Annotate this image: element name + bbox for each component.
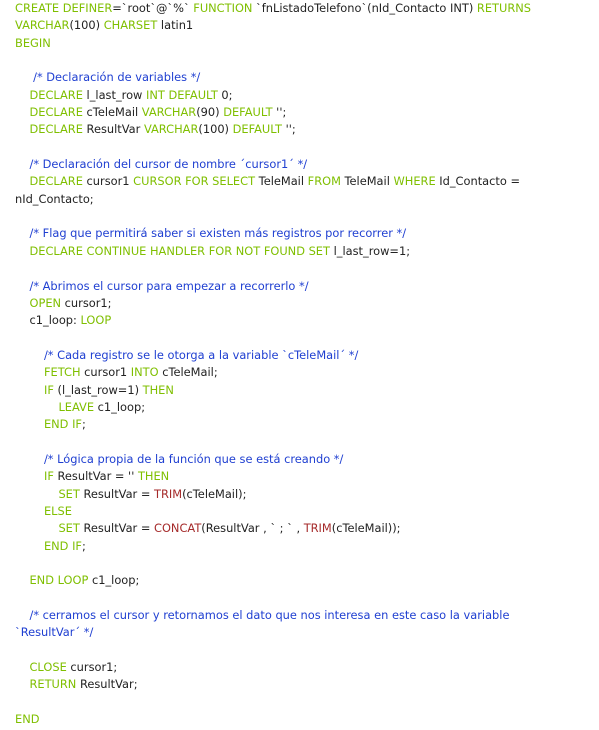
code-keyword: VARCHAR [15, 18, 70, 33]
code-text: ''; [272, 105, 287, 120]
code-keyword: CREATE DEFINER [15, 1, 113, 15]
code-line [15, 659, 599, 676]
code-keyword: RETURN [15, 677, 77, 692]
code-line [15, 312, 599, 329]
code-keyword: THEN [137, 469, 170, 484]
code-line [15, 711, 599, 728]
code-text: `fnListadoTelefono`(nId_Contacto INT) [252, 1, 477, 15]
code-line [15, 347, 599, 364]
code-keyword: CLOSE [15, 660, 67, 675]
code-text: cursor1; [61, 295, 112, 310]
code-line [15, 451, 599, 468]
code-text: ''; [281, 122, 296, 137]
code-line [15, 121, 599, 138]
code-keyword: VARCHAR [143, 122, 199, 137]
code-line [15, 0, 599, 17]
code-line [15, 503, 599, 520]
code-line [15, 382, 599, 399]
code-line [15, 87, 599, 104]
code-line [15, 538, 599, 555]
code-line [15, 35, 599, 52]
code-line [15, 520, 599, 537]
code-line [15, 416, 599, 433]
code-text: =`root`@`%` [112, 1, 194, 15]
code-text: cursor1 [80, 365, 131, 380]
code-line [15, 173, 599, 190]
code-text: Id_Contacto = [435, 174, 520, 189]
code-keyword: FETCH [15, 365, 81, 380]
code-line [15, 17, 599, 34]
code-keyword: END IF [15, 538, 82, 553]
code-text: cTeleMail; [158, 365, 218, 380]
code-comment: /* Cada registro se le otorga a la variable `cTeleMail´ */ [15, 347, 359, 362]
code-line [15, 555, 599, 572]
code-line [15, 572, 599, 589]
code-text: l_last_row=1; [329, 243, 411, 258]
code-text: ResultVar = '' [53, 469, 138, 484]
code-text: (cTeleMail)); [331, 521, 401, 536]
code-text: latin1 [157, 18, 194, 33]
code-keyword: FUNCTION [193, 1, 253, 15]
code-keyword: IF [15, 382, 54, 397]
code-comment: /* Declaración del cursor de nombre ´cursor1´ */ [15, 157, 308, 172]
code-text: TeleMail [255, 174, 308, 189]
code-comment: /* cerramos el cursor y retornamos el dato que nos interesa en este caso la variable [15, 608, 510, 623]
code-text: c1_loop; [88, 573, 140, 588]
code-line [15, 607, 599, 624]
code-line [15, 52, 599, 69]
code-line [15, 295, 599, 312]
code-text: l_last_row [82, 87, 146, 102]
code-text: ResultVar [82, 122, 144, 137]
code-line [15, 225, 599, 242]
code-text: TeleMail [340, 174, 394, 189]
code-text: ; [82, 538, 86, 553]
code-line [15, 208, 599, 225]
code-text: ResultVar; [76, 677, 138, 692]
code-line [15, 278, 599, 295]
code-line [15, 434, 599, 451]
code-line [15, 139, 599, 156]
code-keyword: RETURNS [476, 1, 531, 15]
code-keyword: DECLARE [15, 105, 83, 120]
code-keyword: LOOP [80, 313, 112, 328]
code-line [15, 624, 599, 641]
code-keyword: CURSOR FOR SELECT [133, 174, 256, 189]
code-line [15, 156, 599, 173]
code-keyword: THEN [142, 382, 174, 397]
code-keyword: DEFAULT [232, 122, 282, 137]
code-text: (90) [196, 105, 224, 120]
code-line [15, 642, 599, 659]
code-keyword: BEGIN [15, 35, 51, 50]
code-keyword: SET [15, 521, 80, 536]
code-keyword: END [15, 712, 40, 727]
code-line [15, 191, 599, 208]
code-text: ResultVar = [79, 486, 155, 501]
code-text: (cTeleMail); [182, 486, 247, 501]
code-text: (l_last_row=1) [53, 382, 143, 397]
code-comment: /* Declaración de variables */ [15, 70, 201, 85]
code-keyword: DECLARE [15, 87, 83, 102]
code-line [15, 260, 599, 277]
code-keyword: LEAVE [15, 399, 95, 414]
code-keyword: INTO [130, 365, 159, 380]
code-text: 0; [217, 87, 233, 102]
code-keyword: ELSE [15, 503, 72, 518]
code-comment: /* Lógica propia de la función que se está creando */ [15, 451, 344, 466]
code-keyword: DECLARE CONTINUE HANDLER FOR NOT FOUND SET [15, 243, 330, 258]
code-line [15, 364, 599, 381]
code-keyword: CHARSET [103, 18, 158, 33]
code-text: cursor1 [82, 174, 134, 189]
code-keyword: END LOOP [15, 573, 89, 588]
code-text: (ResultVar , ` ; ` , [201, 521, 304, 536]
code-keyword: END IF [15, 417, 82, 432]
code-line [15, 486, 599, 503]
code-keyword: VARCHAR [141, 105, 197, 120]
code-keyword: INT DEFAULT [145, 87, 218, 102]
code-keyword: WHERE [393, 174, 436, 189]
code-line [15, 330, 599, 347]
code-keyword: OPEN [15, 295, 62, 310]
code-keyword: DEFAULT [223, 105, 273, 120]
code-keyword: IF [15, 469, 54, 484]
code-line [15, 104, 599, 121]
code-keyword: DECLARE [15, 122, 83, 137]
code-comment: `ResultVar´ */ [15, 625, 94, 640]
code-line [15, 243, 599, 260]
code-text: ResultVar = [79, 521, 155, 536]
code-text: cTeleMail [82, 105, 142, 120]
code-comment: /* Flag que permitirá saber si existen más registros por recorrer */ [15, 226, 407, 241]
code-function: TRIM [154, 486, 183, 501]
code-line [15, 399, 599, 416]
code-keyword: DECLARE [15, 174, 83, 189]
code-text: (100) [198, 122, 233, 137]
code-text: c1_loop: [15, 313, 81, 328]
code-function: TRIM [303, 521, 332, 536]
code-comment: /* Abrimos el cursor para empezar a recorrerlo */ [15, 278, 309, 293]
code-line [15, 468, 599, 485]
code-line [15, 676, 599, 693]
code-keyword: FROM [307, 174, 341, 189]
code-text: c1_loop; [94, 399, 146, 414]
code-keyword: SET [15, 486, 80, 501]
code-function: CONCAT [154, 521, 202, 536]
code-text: (100) [69, 18, 104, 33]
code-text: nId_Contacto; [15, 191, 94, 206]
code-line [15, 694, 599, 711]
code-text: cursor1; [66, 660, 118, 675]
code-line [15, 590, 599, 607]
code-line [15, 69, 599, 86]
code-text: ; [82, 417, 86, 432]
